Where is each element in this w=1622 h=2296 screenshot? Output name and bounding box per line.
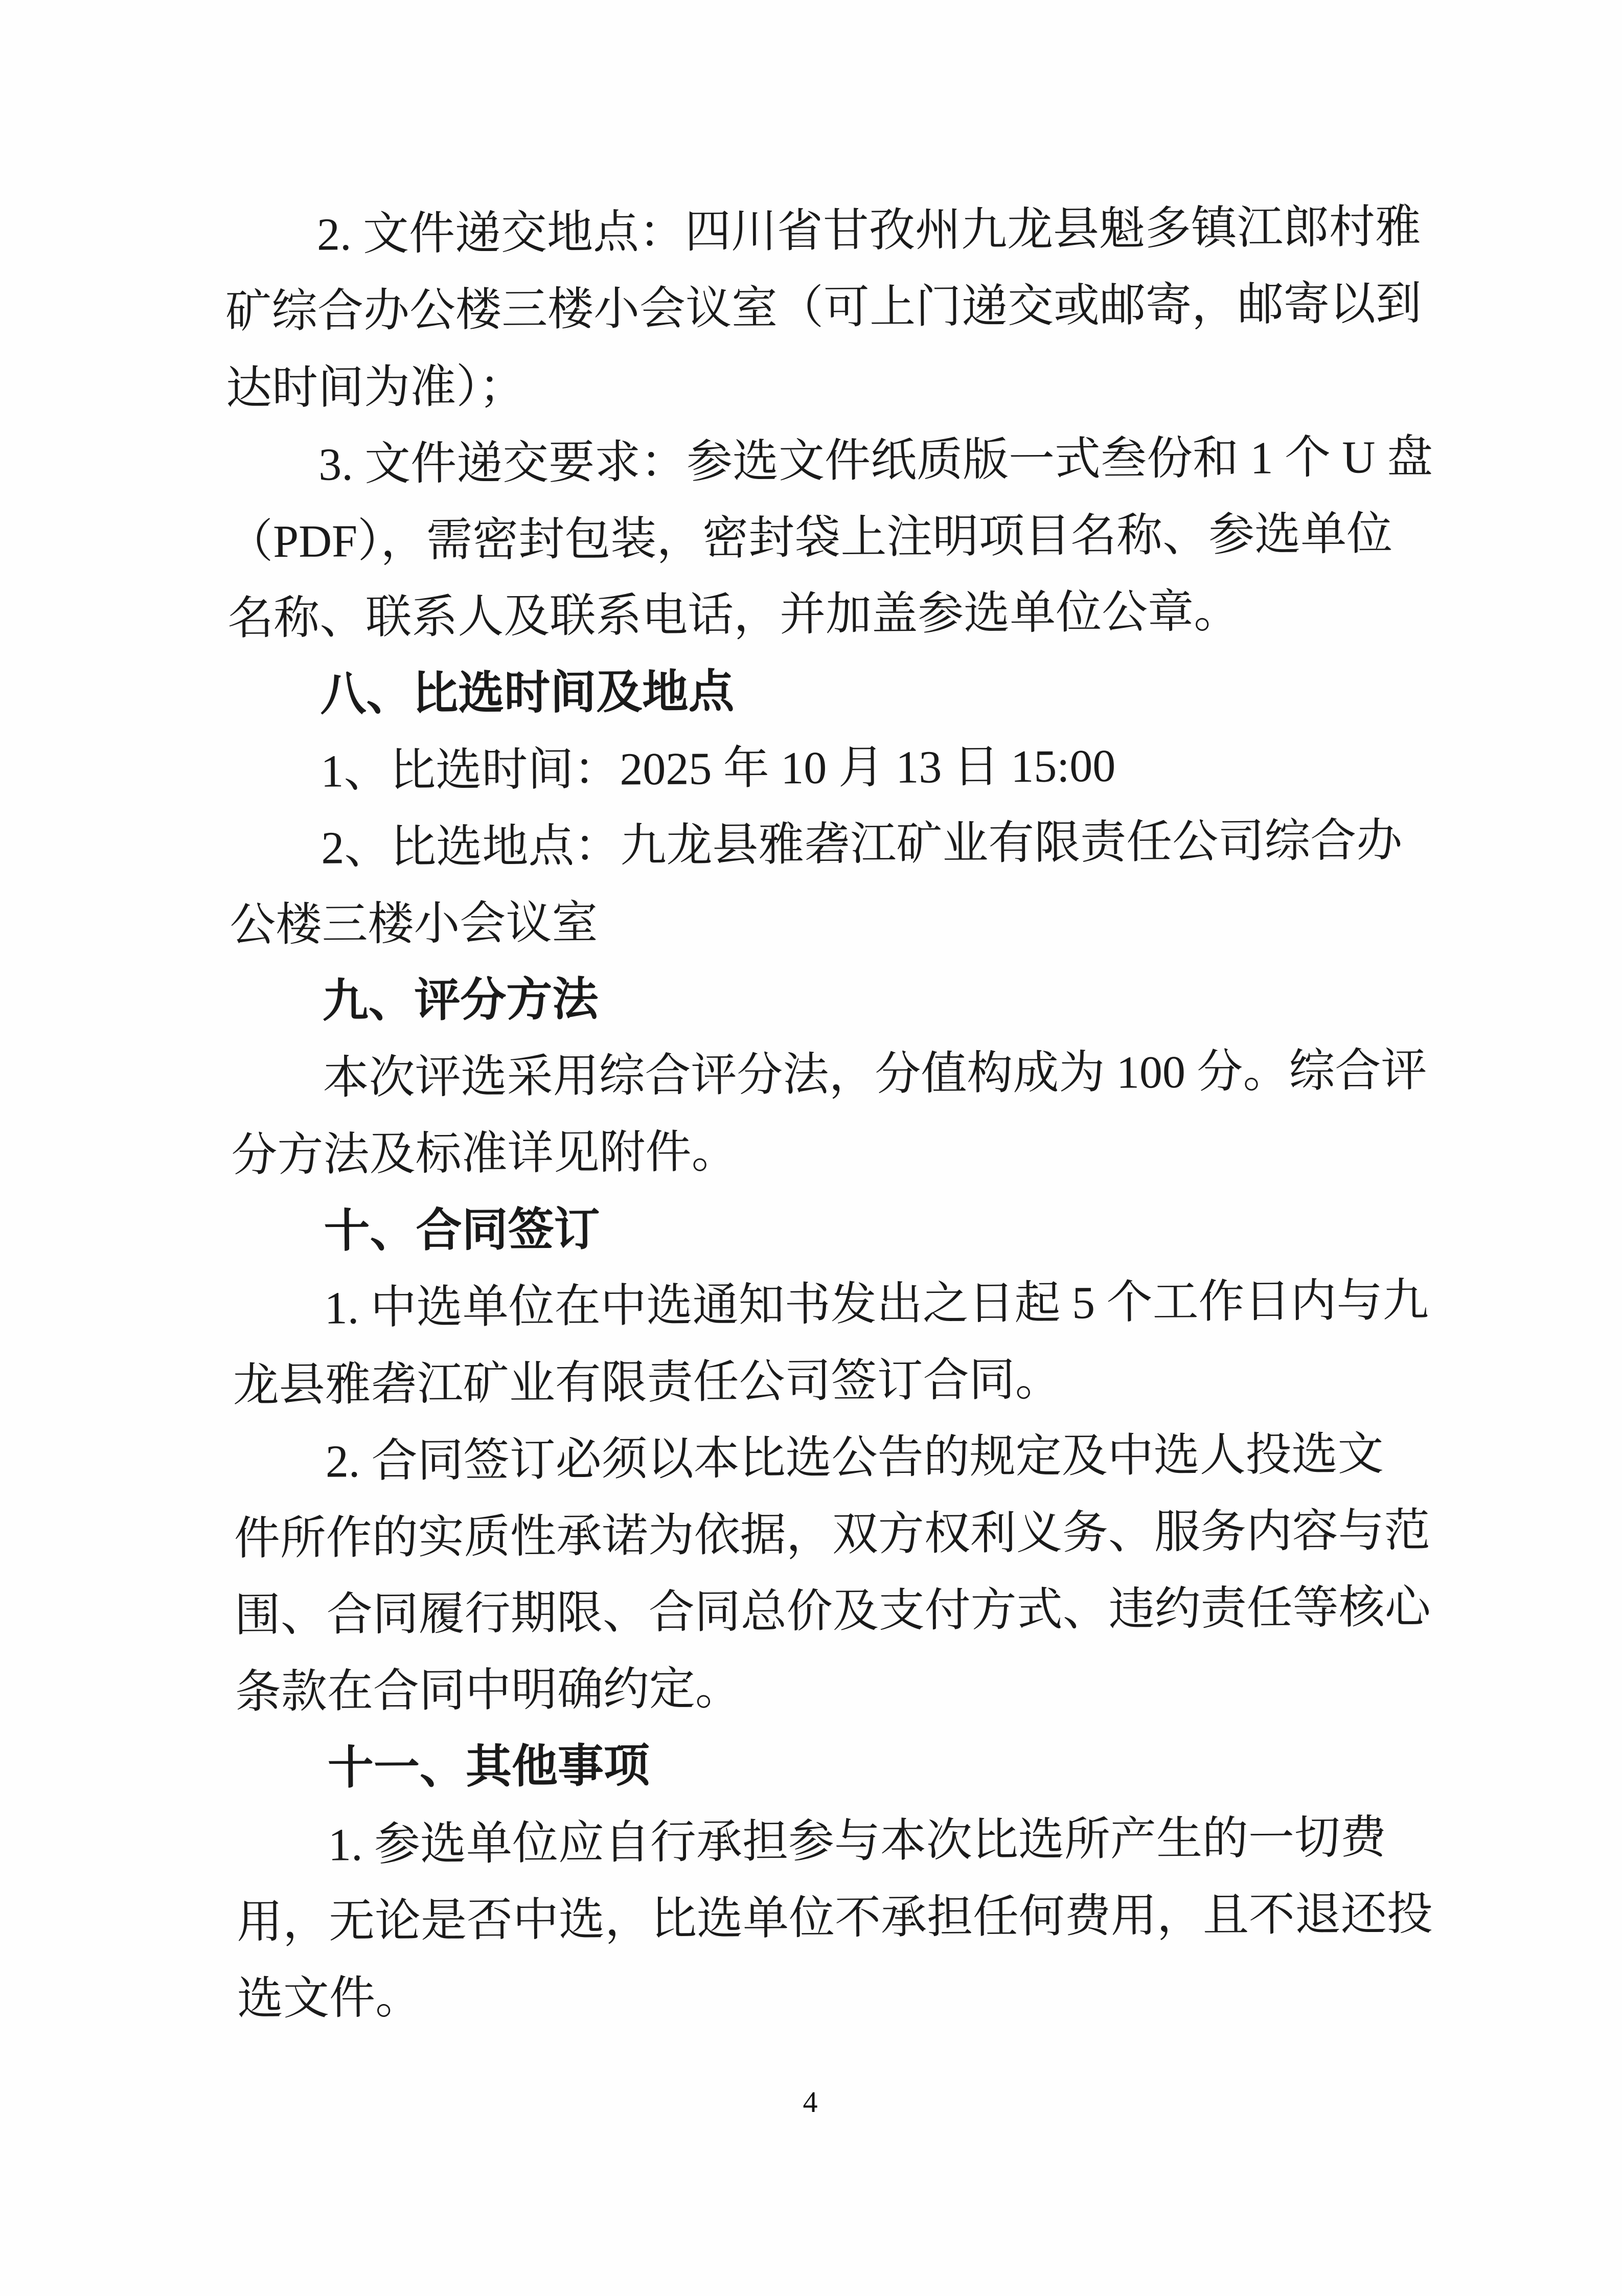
- text-line: 十、合同签订: [324, 1204, 600, 1257]
- text-line: 用，无论是否中选，比选单位不承担任何费用，且不退还投: [236, 1889, 1433, 1948]
- text-line: 本次评选采用综合评分法，分值构成为 100 分。综合评: [323, 1045, 1427, 1104]
- text-line: 名称、联系人及联系电话，并加盖参选单位公章。: [227, 586, 1240, 644]
- text-line: 选文件。: [237, 1972, 422, 2025]
- text-line: 条款在合同中明确约定。: [235, 1663, 742, 1718]
- text-line: 3. 文件递交要求：参选文件纸质版一式叁份和 1 个 U 盘: [318, 431, 1433, 490]
- text-line: 1、比选时间：2025 年 10 月 13 日 15:00: [320, 740, 1116, 797]
- text-line: 2. 合同签订必须以本比选公告的规定及中选人投选文: [325, 1429, 1384, 1487]
- page-number: 4: [803, 2085, 818, 2119]
- text-line: 2. 文件递交地点：四川省甘孜州九龙县魁多镇江郎村雅: [316, 201, 1422, 260]
- text-line: 八、比选时间及地点: [319, 666, 735, 720]
- document-body: [224, 189, 1433, 2038]
- text-line: 2、比选地点：九龙县雅砻江矿业有限责任公司综合办: [321, 815, 1403, 874]
- text-line: 件所作的实质性承诺为依据，双方权利义务、服务内容与范: [234, 1505, 1431, 1564]
- text-line: 围、合同履行期限、合同总价及支付方式、违约责任等核心: [234, 1582, 1431, 1641]
- text-line: 矿综合办公楼三楼小会议室（可上门递交或邮寄，邮寄以到: [225, 278, 1422, 337]
- text-line: 九、评分方法: [322, 974, 599, 1027]
- text-line: 达时间为准）；: [225, 361, 526, 414]
- text-line: 十一、其他事项: [327, 1741, 650, 1794]
- text-line: 1. 中选单位在中选通知书发出之日起 5 个工作日内与九: [324, 1275, 1429, 1334]
- text-line: 1. 参选单位应自行承担参与本次比选所产生的一切费: [328, 1812, 1387, 1871]
- text-line: 龙县雅砻江矿业有限责任公司签订合同。: [233, 1354, 1061, 1411]
- text-line: 分方法及标准详见附件。: [231, 1126, 738, 1181]
- text-line: 公楼三楼小会议室: [230, 897, 598, 951]
- text-line: （PDF），需密封包装，密封袋上注明项目名称、参选单位: [226, 508, 1393, 567]
